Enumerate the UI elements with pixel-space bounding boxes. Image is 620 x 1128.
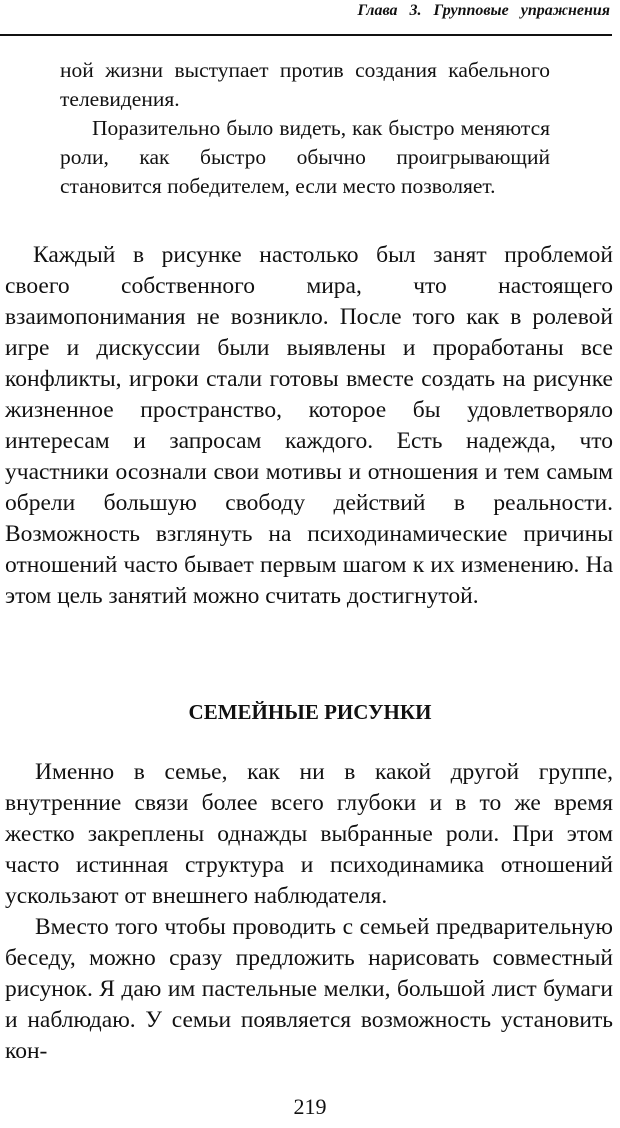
quote-paragraph-1: ной жизни выступает против создания кабельного телевидения. xyxy=(60,58,550,111)
running-header: Глава 3. Групповые упражнения xyxy=(357,2,610,19)
body-block-2 xyxy=(5,757,613,1067)
body-paragraph-1: Каждый в рисунке настолько был занят проблемой своего собственного мира, что настоящего взаимопонимания не возникло. После того как в ролевой игре и дискуссии были выявлены и проработаны все конфликты, игроки стали готовы вместе создать на рисунке жизненное пространство, которое бы удовлетворяло интересам и запросам каждого. Есть надежда, что участники осознали свои мотивы и отношения и тем самым обрели большую свободу действий в реальности. Возможность взглянуть на психодинамические причины отношений часто бывает первым шагом к их изменению. На этом цель занятий можно считать достигнутой. xyxy=(5,242,613,609)
header-rule xyxy=(0,34,612,36)
page-number: 219 xyxy=(293,1094,327,1119)
body-block-1 xyxy=(5,240,613,612)
section-title: СЕМЕЙНЫЕ РИСУНКИ xyxy=(188,700,432,724)
body-paragraph-3: Вместо того чтобы проводить с семьей предварительную беседу, можно сразу предложить нарисовать совместный рисунок. Я даю им пастельные мелки, большой лист бумаги и наблюдаю. У семьи появляется возможность установить кон- xyxy=(5,914,613,1064)
body-paragraph-2: Именно в семье, как ни в какой другой группе, внутренние связи более всего глубоки и в то же время жестко закреплены однажды выбранные роли. При этом часто истинная структура и психодинамика отношений ускользают от внешнего наблюдателя. xyxy=(5,759,613,909)
quoted-passage xyxy=(60,56,550,201)
quote-paragraph-2: Поразительно было видеть, как быстро меняются роли, как быстро обычно проигрывающий становится победителем, если место позволяет. xyxy=(60,116,550,198)
